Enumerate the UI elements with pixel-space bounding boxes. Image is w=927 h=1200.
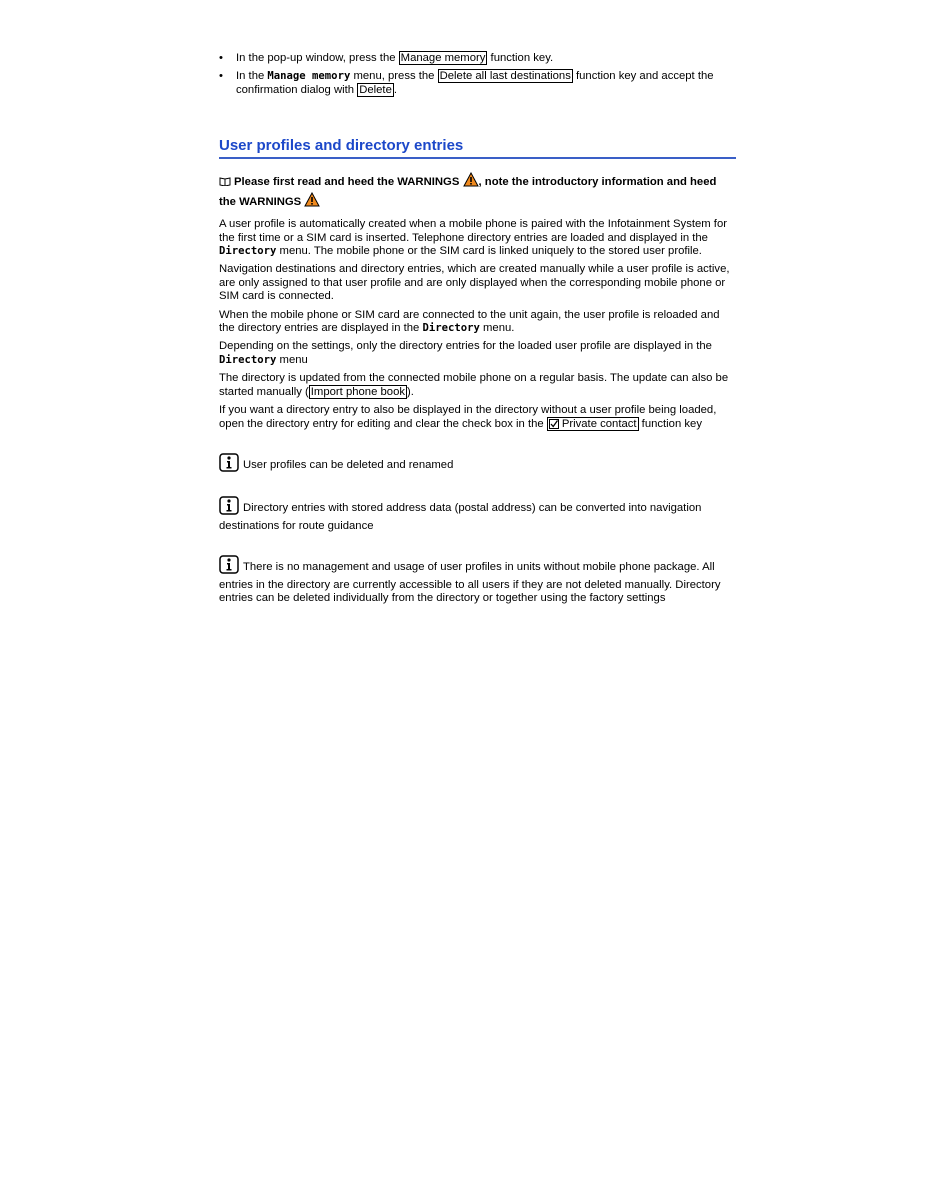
checkbox-checked-icon [549, 419, 559, 433]
paragraph-text: Depending on the settings, only the directory entries for the loaded user profile are displayed in the [219, 340, 712, 353]
bullet-list [219, 52, 736, 97]
info-note-address [219, 496, 736, 533]
paragraph-text: menu. The mobile phone or the SIM card is linked uniquely to the stored user profile. [276, 245, 702, 258]
delete-all-last-destinations-key[interactable]: Delete all last destinations [439, 70, 571, 83]
bullet-dot: • [219, 70, 223, 83]
paragraph-update [219, 372, 736, 399]
bullet-text: In the pop-up window, press the [236, 52, 399, 64]
warning-triangle-icon[interactable] [463, 172, 479, 192]
directory-menu-name: Directory [219, 353, 277, 366]
paragraph-text: The directory is updated from the connected mobile phone on a regular basis. The update can also be started manually ( [219, 372, 729, 398]
paragraph-text: A user profile is automatically created when a mobile phone is paired with the Infotainment System for the first time or a SIM card is inserted. Telephone directory entries are loaded and displayed in the [219, 218, 727, 244]
paragraph-text: function key [638, 417, 702, 430]
paragraph-text: When the mobile phone or SIM card are connected to the unit again, the user profile is reloaded and the directory entries are displayed in the [219, 308, 720, 335]
warning-text: Please first read and heed the WARNINGS [234, 176, 463, 189]
paragraph-text: menu [276, 353, 308, 366]
bullet-text: In the [236, 70, 268, 83]
paragraph-navigation-destinations: Navigation destinations and directory entries, which are created manually while a user profile is active, are only assigned to that user profile and are only displayed when the corresponding mobile phone or SIM card is connected. [219, 263, 730, 303]
section-title: User profiles and directory entries [219, 137, 736, 159]
paragraph-text: menu. [479, 322, 515, 335]
private-contact-key[interactable] [547, 417, 639, 431]
paragraph-private-contact [219, 404, 736, 433]
info-note-no-phone-package [219, 555, 736, 605]
note-text: Directory entries with stored address data (postal address) can be converted into navigation destinations for route guidance [219, 502, 702, 532]
note-text: There is no management and usage of user profiles in units without mobile phone package. All entries in the directory are currently accessible to all users if they are not deleted manually. Directory entries can be deleted individually from the directory or together using the factory settings [219, 561, 721, 604]
paragraph-text: If you want a directory entry to also be displayed in the directory without a user profile being loaded, open the directory entry for editing and clear the check box in the [219, 404, 717, 430]
bullet-text: . [393, 83, 397, 96]
paragraph-settings [219, 340, 736, 367]
directory-menu-name: Directory [219, 245, 277, 258]
info-icon [219, 453, 239, 476]
import-phone-book-key[interactable]: Import phone book [310, 385, 406, 398]
bullet-dot: • [219, 52, 223, 64]
info-icon [219, 555, 239, 578]
document-page [219, 52, 736, 605]
bullet-text: function key. [487, 52, 554, 64]
book-icon [219, 175, 231, 191]
paragraph-user-profile [219, 218, 736, 258]
paragraph-reconnect [219, 309, 736, 336]
info-note-profiles [219, 453, 736, 476]
info-icon [219, 496, 239, 519]
manage-memory-menu-name: Manage memory [267, 70, 351, 83]
private-contact-label: Private contact [561, 417, 637, 430]
note-text: User profiles can be deleted and renamed [243, 458, 454, 471]
delete-key[interactable]: Delete [359, 83, 392, 96]
warning-text: , note the introductory information and heed the WARNINGS [219, 176, 717, 209]
paragraph-text: ). [407, 385, 414, 398]
bullet-text: function key and accept the confirmation dialog with [236, 70, 714, 96]
bullet-item-manage-memory [219, 52, 736, 65]
warning-triangle-icon[interactable] [304, 192, 320, 212]
manage-memory-key[interactable]: Manage memory [400, 52, 486, 64]
bullet-text: menu, press the [350, 70, 438, 83]
warning-notice [219, 172, 736, 212]
bullet-item-delete-destinations [219, 70, 736, 97]
directory-menu-name: Directory [422, 322, 480, 335]
